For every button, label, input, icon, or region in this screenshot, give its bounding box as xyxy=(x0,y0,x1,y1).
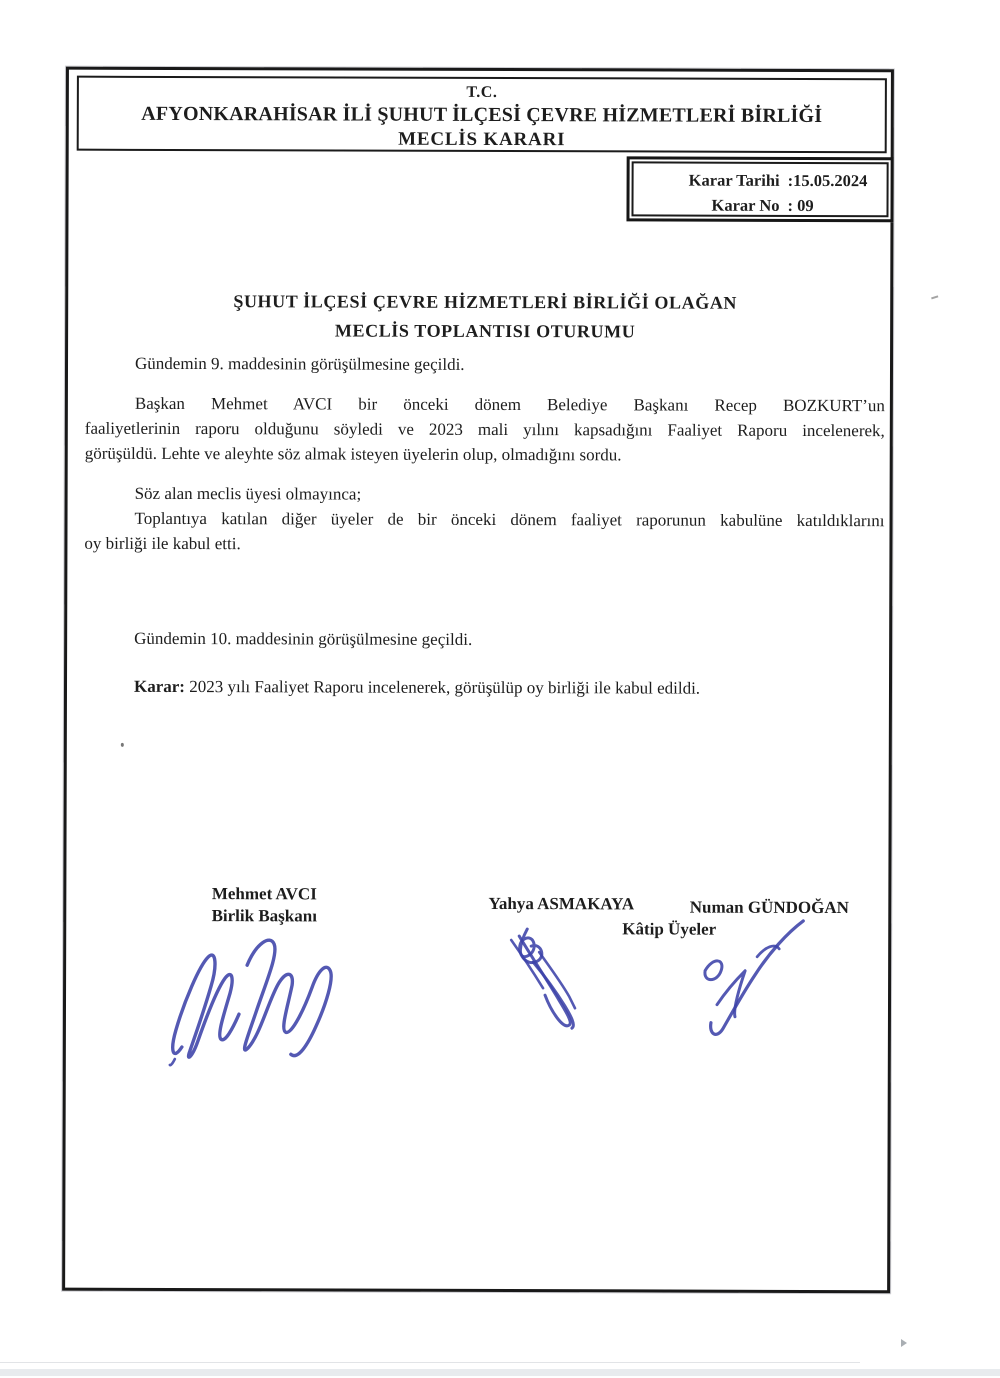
clerk1-signature-ink xyxy=(491,924,586,1036)
header-document-type: MECLİS KARARI xyxy=(398,128,566,151)
paragraph-unanimous-line1: Toplantıya katılan diğer üyeler de bir önceki dönem faaliyet raporunun kabulüne katıldıklarını xyxy=(134,508,885,531)
paragraph-president-report-line3: görüşüldü. Lehte ve aleyhte söz almak isteyen üyelerin olup, olmadığını sordu. xyxy=(84,443,622,465)
document-header-box xyxy=(77,76,887,154)
meeting-title-line2: MECLİS TOPLANTISI OTURUMU xyxy=(334,320,636,342)
clerk2-signature-ink xyxy=(691,915,809,1047)
signer-clerk2-name: Numan GÜNDOĞAN xyxy=(689,897,849,918)
scan-edge-line xyxy=(0,1362,860,1363)
scan-bottom-edge xyxy=(0,1369,1000,1376)
paragraph-agenda-10: Gündemin 10. maddesinin görüşülmesine geçildi. xyxy=(134,628,473,649)
scan-speck-dash xyxy=(931,295,938,299)
decision-date-row xyxy=(640,167,881,193)
decision-number-value: : 09 xyxy=(787,195,814,215)
paragraph-decision xyxy=(84,674,884,702)
scan-speck-dot xyxy=(121,743,124,747)
signer-president-block xyxy=(174,883,354,928)
president-title: Birlik Başkanı xyxy=(211,906,317,926)
signer-clerk1-name: Yahya ASMAKAYA xyxy=(488,893,635,914)
paragraph-president-report-line2: faaliyetlerinin raporu olduğunu söyledi ve 2023 mali yılını kapsadığını Faaliyet Raporu incelenerek, xyxy=(84,418,885,441)
decision-number-label: Karar No xyxy=(711,195,780,215)
paragraph-unanimous-line2: oy birliği ile kabul etti. xyxy=(84,533,241,554)
president-signature-ink xyxy=(167,927,342,1068)
decision-date-label: Karar Tarihi xyxy=(688,170,780,190)
header-organization-name: AFYONKARAHİSAR İLİ ŞUHUT İLÇESİ ÇEVRE HİZMETLERİ BİRLİĞİ xyxy=(141,102,823,128)
decision-text: 2023 yılı Faaliyet Raporu incelenerek, görüşülüp oy birliği ile kabul edildi. xyxy=(184,677,701,698)
decision-info-box xyxy=(626,156,893,222)
scan-speck-triangle xyxy=(901,1339,907,1347)
decision-number-row xyxy=(639,192,880,218)
paragraph-unanimous-acceptance xyxy=(84,506,884,559)
decision-info-inner xyxy=(631,161,888,217)
paragraph-agenda-9: Gündemin 9. maddesinin görüşülmesine geçildi. xyxy=(134,353,465,374)
clerks-joint-title: Kâtip Üyeler xyxy=(622,919,717,939)
president-name: Mehmet AVCI xyxy=(211,884,317,904)
paragraph-president-report-line1: Başkan Mehmet AVCI bir önceki dönem Belediye Başkanı Recep BOZKURT’un xyxy=(134,393,885,416)
decision-date-value: :15.05.2024 xyxy=(787,170,868,191)
decision-label: Karar: xyxy=(133,676,186,697)
meeting-title-line1: ŞUHUT İLÇESİ ÇEVRE HİZMETLERİ BİRLİĞİ OLAĞAN xyxy=(233,291,738,313)
meeting-title xyxy=(87,287,883,348)
header-republic-label: T.C. xyxy=(466,83,498,101)
paragraph-no-speakers: Söz alan meclis üyesi olmayınca; xyxy=(134,483,362,504)
paragraph-president-report xyxy=(85,391,885,469)
